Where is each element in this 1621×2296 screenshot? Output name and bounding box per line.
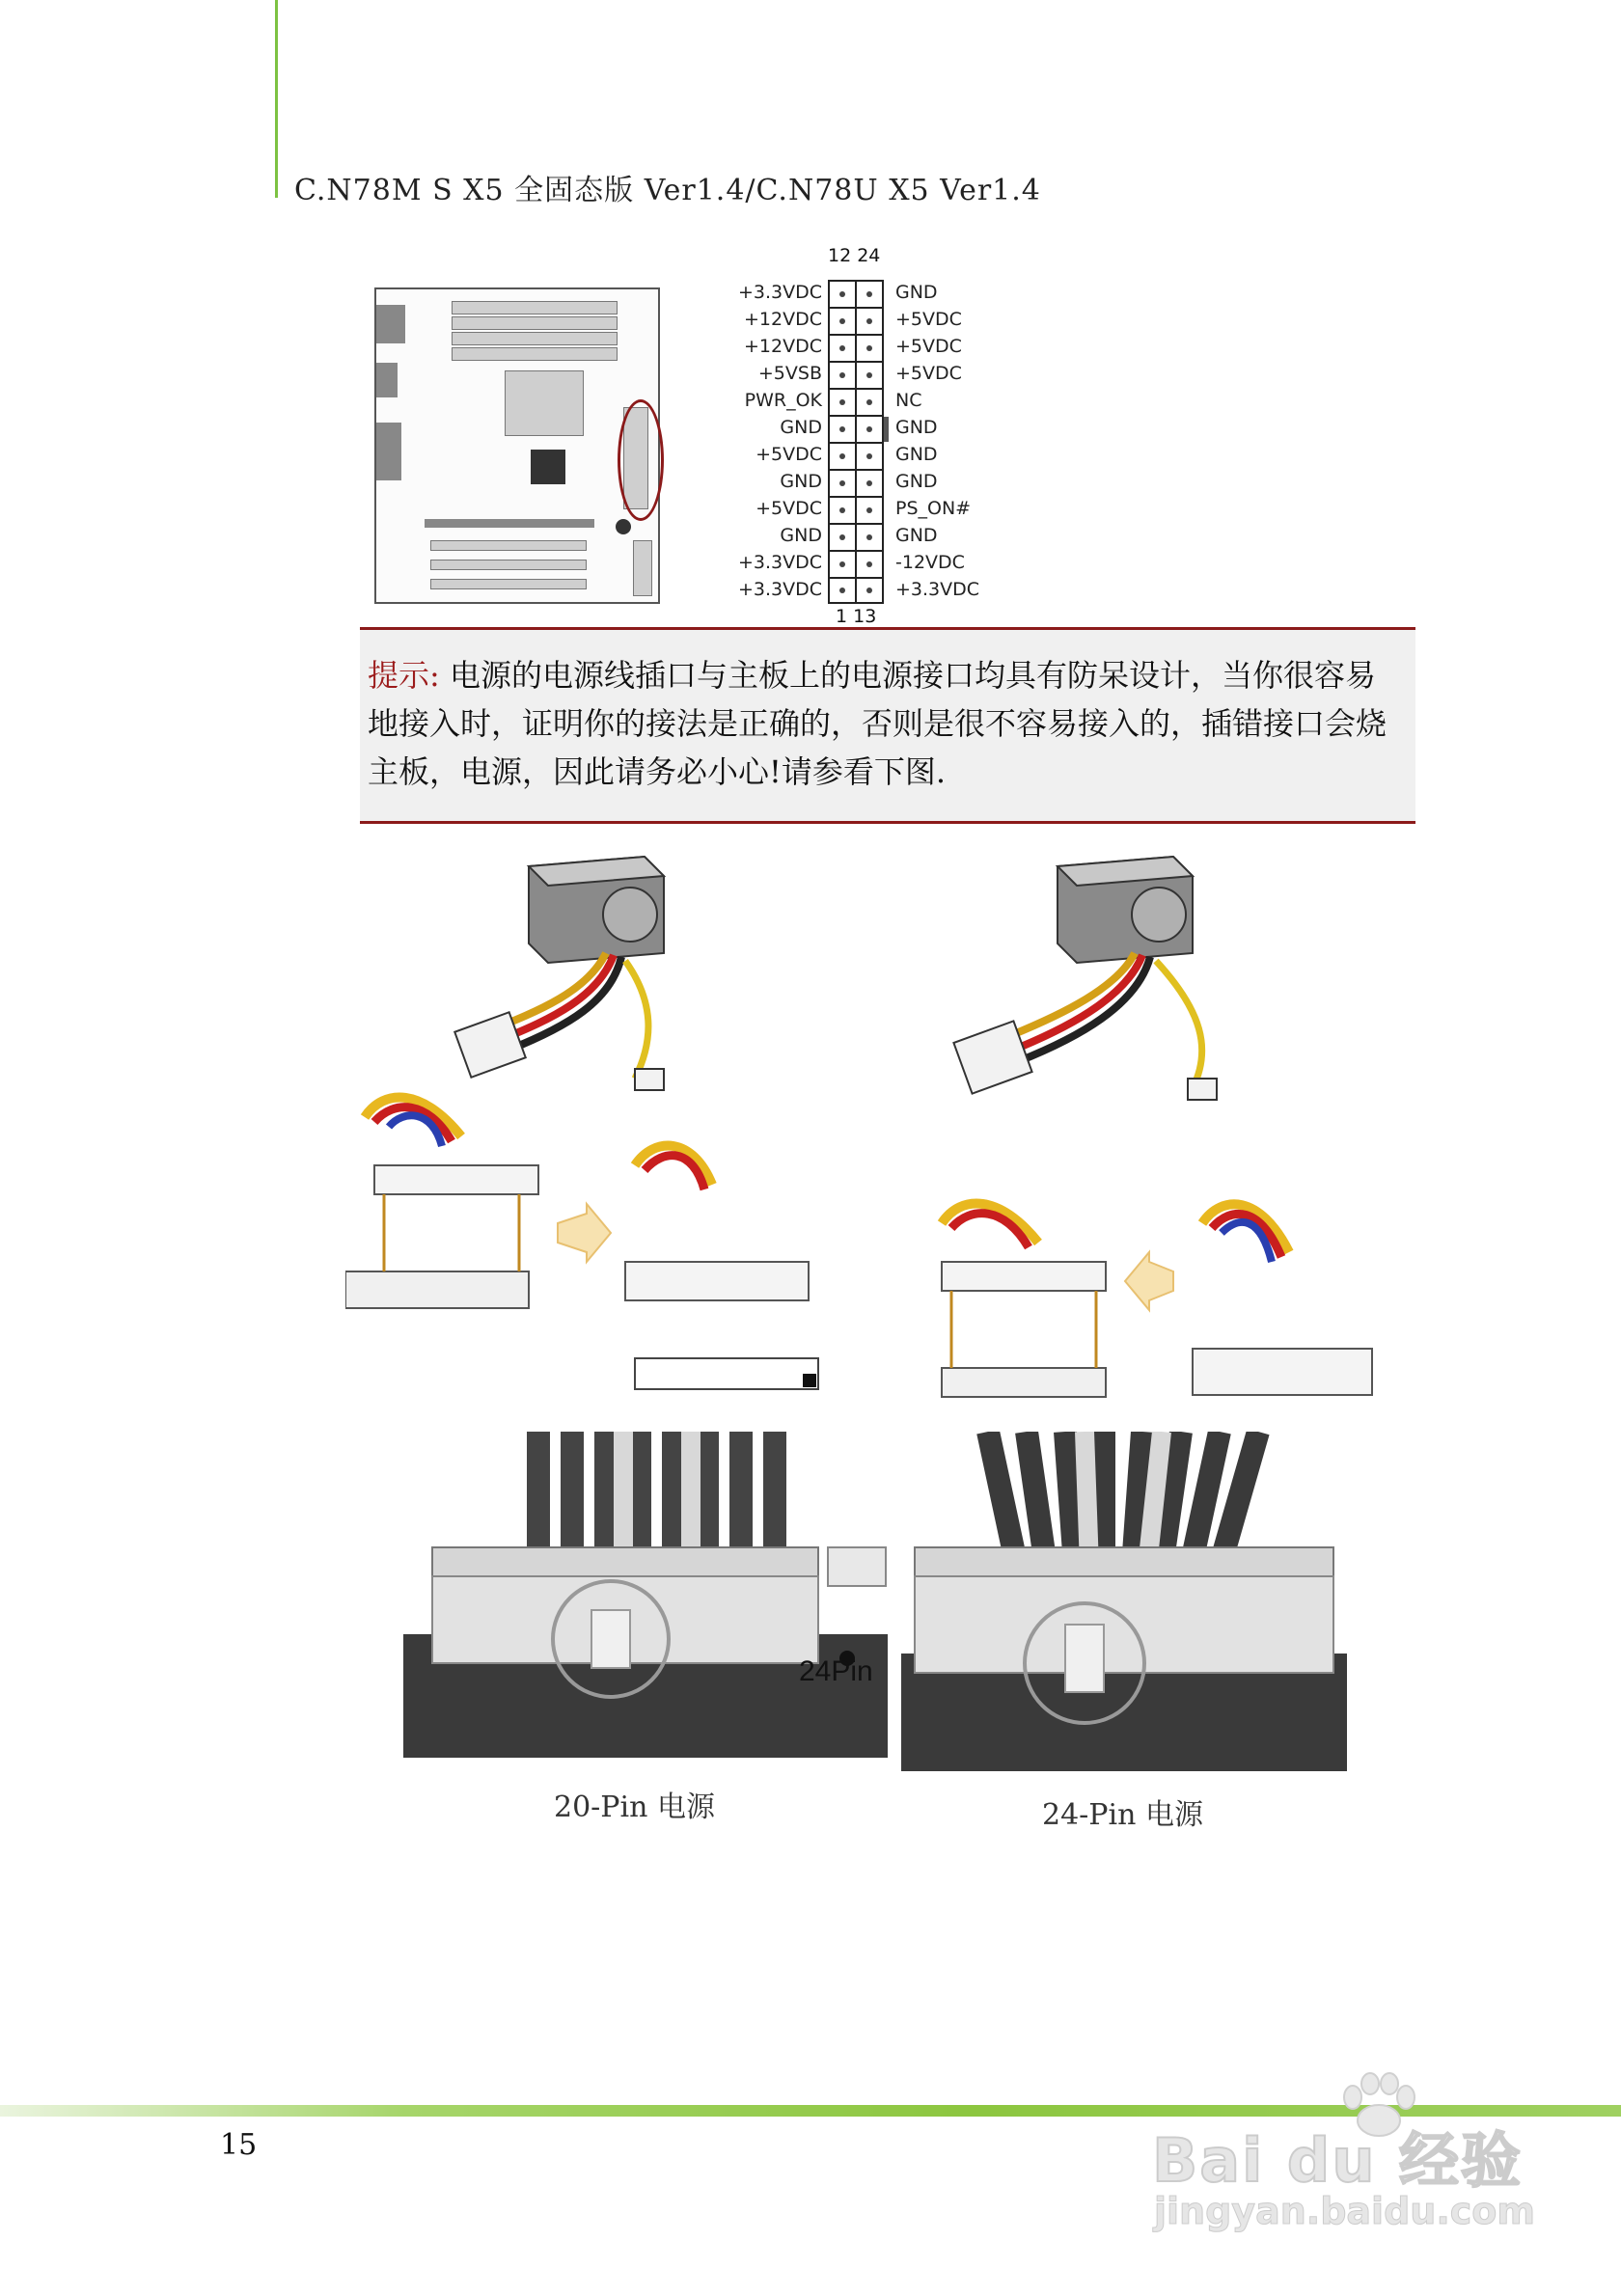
header-accent-line (275, 0, 278, 198)
pin-label-right: NC (895, 390, 922, 411)
installation-illustration-24pin (932, 847, 1374, 1408)
pin-row (828, 550, 884, 577)
pin-dot (866, 588, 872, 593)
atx-plug (374, 1165, 538, 1194)
pin-dot (839, 372, 845, 378)
psu-fan (603, 888, 657, 942)
pinout-bottom-numbers: 1 13 (836, 606, 877, 627)
molex-connector (1188, 1079, 1217, 1100)
pin-row (828, 496, 884, 523)
watermark-url: jingyan.baidu.com (1154, 2190, 1535, 2232)
pin-dot (839, 399, 845, 405)
pin-row (828, 469, 884, 496)
pin-dot (866, 426, 872, 432)
pin-label-left: +12VDC (744, 309, 822, 330)
pin-cell (855, 417, 882, 442)
pin-cell (855, 552, 882, 577)
photo-20pin-svg (403, 1432, 888, 1758)
molex-connector (635, 1069, 664, 1090)
pin-cell (830, 525, 855, 550)
pin-label-right: +3.3VDC (895, 579, 980, 600)
pin-cell (855, 444, 882, 469)
psu-fan (1132, 888, 1186, 942)
pin-label-left: +3.3VDC (737, 579, 822, 600)
pin-dot (839, 453, 845, 459)
connector-body (915, 1576, 1333, 1673)
psu-cable (625, 961, 648, 1079)
chipset (531, 450, 565, 484)
illustration-24pin-svg (932, 847, 1374, 1408)
board-socket (942, 1368, 1106, 1397)
pin-row (828, 280, 884, 307)
dimm-slot (452, 347, 618, 361)
dimm-slot (452, 301, 618, 314)
pin-dot (866, 480, 872, 486)
illustration-20pin-svg (345, 847, 826, 1408)
io-ports (376, 305, 405, 343)
photo-24pin-connector (901, 1432, 1347, 1771)
pin-dot (839, 426, 845, 432)
pin-row (828, 577, 884, 604)
pin-cell (830, 552, 855, 577)
pin-cell (855, 363, 882, 388)
pin-cell (855, 390, 882, 415)
pin-label-left: +12VDC (744, 336, 822, 357)
page-number: 15 (220, 2128, 258, 2162)
pin-dot (866, 372, 872, 378)
dimm-slot (452, 332, 618, 345)
pin-cell (830, 282, 855, 307)
pin-cell (855, 336, 882, 361)
io-ports (376, 423, 401, 480)
pin-cell (830, 363, 855, 388)
dimm-slot (452, 316, 618, 330)
atx-plug (942, 1262, 1106, 1291)
pin-dot (839, 318, 845, 324)
pin-cell (830, 579, 855, 602)
motherboard-diagram (374, 287, 660, 604)
pin-row (828, 361, 884, 388)
pin-label-right: +5VDC (895, 336, 962, 357)
pin-dot (866, 291, 872, 297)
pin-label-right: -12VDC (895, 552, 965, 573)
pin-label-left: PWR_OK (744, 390, 822, 411)
pin-cell (830, 417, 855, 442)
pin-cell (830, 498, 855, 523)
direction-arrow (1125, 1252, 1173, 1310)
pin-dot (839, 507, 845, 513)
pin-cell (830, 390, 855, 415)
photo-20pin-connector (403, 1432, 888, 1758)
pin-row (828, 415, 884, 442)
pin-dot (866, 399, 872, 405)
atx-plug-inserted (625, 1262, 809, 1300)
pin-dot (839, 345, 845, 351)
tip-label: 提示: (368, 657, 440, 694)
pin-row (828, 334, 884, 361)
connector-key-mark (884, 417, 889, 442)
pin-cell (830, 471, 855, 496)
pin-label-right: +5VDC (895, 309, 962, 330)
pin-row (828, 388, 884, 415)
pinout-grid (828, 280, 884, 604)
pin-dot (866, 345, 872, 351)
pin-label-left: +3.3VDC (737, 552, 822, 573)
pin-cell (830, 309, 855, 334)
page-header-title: C.N78M S X5 全固态版 Ver1.4/C.N78U X5 Ver1.4 (294, 174, 1041, 207)
caption-24pin: 24-Pin 电源 (1042, 1798, 1203, 1832)
pin-cell (830, 336, 855, 361)
pin-cell (855, 525, 882, 550)
pin-dot (866, 507, 872, 513)
pin-dot (866, 561, 872, 567)
pin-cell (855, 282, 882, 307)
pin-label-left: GND (780, 525, 822, 546)
unused-pins (828, 1547, 886, 1586)
pin-dot (839, 480, 845, 486)
pci-slot (430, 560, 587, 570)
photo-24pin-tag: 24Pin (799, 1655, 873, 1687)
pin-label-left: +5VDC (756, 444, 822, 465)
battery (616, 519, 631, 534)
pin-label-left: GND (780, 471, 822, 492)
board-socket (345, 1271, 529, 1308)
socket-pin-grid (635, 1358, 818, 1389)
pin-label-right: GND (895, 282, 938, 303)
connector-latch (1065, 1625, 1104, 1692)
pcie-slot (425, 519, 594, 528)
pci-slot (430, 579, 587, 589)
pinout-top-numbers: 12 24 (828, 245, 881, 266)
pin-cell (855, 309, 882, 334)
pin-dot (866, 534, 872, 540)
pin-row (828, 523, 884, 550)
caption-20pin: 20-Pin 电源 (554, 1790, 715, 1824)
io-ports (376, 363, 398, 397)
photo-24pin-svg (901, 1432, 1347, 1771)
pin-cell (855, 498, 882, 523)
pin-label-right: +5VDC (895, 363, 962, 384)
ide-connector (633, 540, 652, 596)
pin1-marker (803, 1374, 816, 1387)
pin-label-right: GND (895, 525, 938, 546)
direction-arrow (558, 1204, 611, 1262)
pin-cell (830, 444, 855, 469)
pin-label-left: GND (780, 417, 822, 438)
baidu-jingyan-watermark (1152, 2072, 1538, 2236)
pin-label-right: PS_ON# (895, 498, 972, 519)
pin-label-left: +3.3VDC (737, 282, 822, 303)
tip-body: 电源的电源线插口与主板上的电源接口均具有防呆设计，当你很容易地接入时，证明你的接法是正确的，否则是很不容易接入的，插错接口会烧主板，电源，因此请务必小心!请参看下图. (368, 657, 1387, 790)
pin-dot (839, 561, 845, 567)
pin-dot (839, 291, 845, 297)
pin-dot (839, 534, 845, 540)
tip-box (360, 627, 1415, 824)
pin-label-right: GND (895, 471, 938, 492)
pin-dot (839, 588, 845, 593)
pin-row (828, 442, 884, 469)
pin-dot (866, 453, 872, 459)
cpu-socket (505, 370, 584, 436)
tip-text (368, 651, 1400, 796)
pin-dot (866, 318, 872, 324)
pin-label-left: +5VDC (756, 498, 822, 519)
watermark-brand: Bai du 经验 (1152, 2125, 1524, 2196)
psu-cable (1156, 961, 1202, 1088)
pin-cell (855, 471, 882, 496)
pin-label-right: GND (895, 444, 938, 465)
pin-cell (855, 579, 882, 602)
pin-label-right: GND (895, 417, 938, 438)
installation-illustration-20pin (345, 847, 826, 1408)
connector-latch (591, 1610, 630, 1668)
pin-row (828, 307, 884, 334)
atx-plug-inserted (1193, 1349, 1372, 1395)
pin-label-left: +5VSB (757, 363, 822, 384)
power-connector-highlight (618, 399, 664, 521)
pci-slot (430, 540, 587, 551)
